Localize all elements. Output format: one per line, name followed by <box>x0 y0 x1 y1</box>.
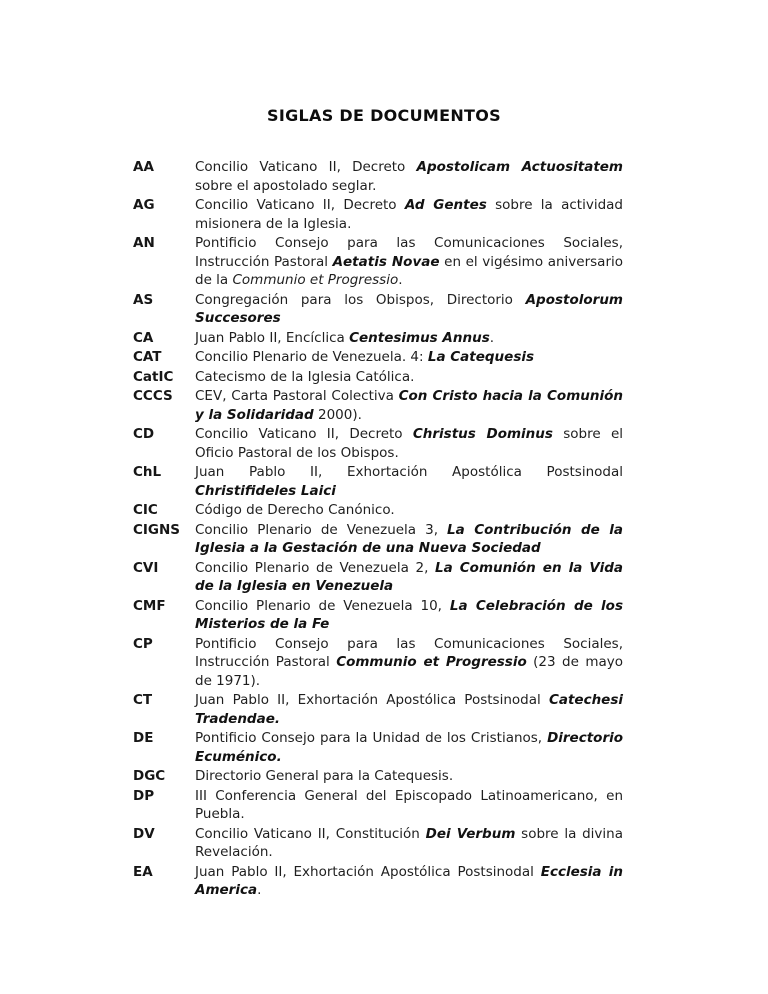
sigla-description <box>195 234 623 290</box>
sigla-description <box>195 729 623 766</box>
sigla-entry <box>133 348 623 367</box>
sigla-description <box>195 787 623 824</box>
document-name-segment: La Contribución de la Iglesia a la Gestación de una Nueva Sociedad <box>195 521 623 556</box>
description-text-segment: . <box>398 272 403 288</box>
sigla-entry <box>133 691 623 728</box>
description-text-segment: Juan Pablo II, Exhortación Apostólica Postsinodal <box>195 863 541 880</box>
sigla-abbreviation: AS <box>133 291 154 308</box>
description-text-segment: sobre la divina Revelación. <box>195 825 623 860</box>
sigla-entry <box>133 787 623 824</box>
sigla-description <box>195 597 623 634</box>
sigla-entry <box>133 597 623 634</box>
sigla-entry <box>133 196 623 233</box>
sigla-abbreviation: ChL <box>133 464 162 480</box>
document-name-segment: La Celebración de los Misterios de la Fe <box>195 597 623 632</box>
document-name-segment: Communio et Progressio <box>336 654 527 670</box>
document-name-segment: Catechesi Tradendae. <box>195 692 623 727</box>
sigla-abbreviation: EA <box>133 863 153 880</box>
sigla-entry <box>133 825 623 862</box>
sigla-description <box>195 291 623 328</box>
sigla-abbreviation: CD <box>133 426 155 442</box>
sigla-abbreviation: DGC <box>133 768 166 784</box>
sigla-description <box>195 863 623 900</box>
sigla-description <box>195 501 623 520</box>
description-text-segment: Concilio Plenario de Venezuela 10, <box>195 597 450 614</box>
document-name-segment: Dei Verbum <box>425 825 516 842</box>
sigla-description <box>195 521 623 558</box>
sigla-abbreviation: AN <box>133 235 155 251</box>
sigla-description <box>195 387 623 424</box>
document-name-segment: Aetatis Novae <box>332 253 440 270</box>
sigla-abbreviation: CIC <box>133 502 158 518</box>
sigla-abbreviation: AG <box>133 197 155 213</box>
document-name-segment: Christifideles Laici <box>195 482 336 499</box>
description-text-segment: sobre el Oficio Pastoral de los Obispos. <box>195 426 623 461</box>
description-text-segment: Concilio Vaticano II, Decreto <box>195 159 417 175</box>
sigla-abbreviation: DP <box>133 787 155 804</box>
sigla-abbreviation: DE <box>133 730 154 746</box>
sigla-abbreviation: CatIC <box>133 368 174 385</box>
sigla-description <box>195 825 623 862</box>
description-text-segment: Concilio Plenario de Venezuela. 4: <box>195 349 428 365</box>
description-text-segment: en el vigésimo aniversario de la <box>195 253 624 288</box>
description-text-segment: sobre la actividad misionera de la Iglesia. <box>195 197 624 232</box>
sigla-entry <box>133 368 623 387</box>
sigla-abbreviation: DV <box>133 825 155 842</box>
sigla-description <box>195 463 623 500</box>
description-text-segment: Catecismo de la Iglesia Católica. <box>195 368 415 385</box>
sigla-entry <box>133 521 623 558</box>
description-text-segment: Concilio Plenario de Venezuela 2, <box>195 559 436 576</box>
page-title: SIGLAS DE DOCUMENTOS <box>267 106 501 125</box>
sigla-abbreviation: CA <box>133 329 154 346</box>
description-text-segment: Concilio Plenario de Venezuela 3, <box>195 521 448 538</box>
sigla-description <box>195 348 623 367</box>
sigla-entry <box>133 767 623 786</box>
description-text-segment: Juan Pablo II, Exhortación Apostólica Postsinodal <box>195 692 549 708</box>
description-text-segment: CEV, Carta Pastoral Colectiva <box>195 388 399 404</box>
description-text-segment: Juan Pablo II, Encíclica <box>195 329 350 346</box>
document-name-segment: Christus Dominus <box>412 426 553 442</box>
description-text-segment: . <box>489 329 495 346</box>
sigla-entry <box>133 729 623 766</box>
sigla-entry <box>133 425 623 462</box>
description-text-segment: Concilio Vaticano II, Decreto <box>195 197 405 213</box>
sigla-description <box>195 329 623 348</box>
sigla-abbreviation: CAT <box>133 349 162 365</box>
sigla-abbreviation: CIGNS <box>133 521 181 538</box>
sigla-description <box>195 158 623 195</box>
description-text-segment: Concilio Vaticano II, Decreto <box>195 426 413 442</box>
description-text-segment: Código de Derecho Canónico. <box>195 502 395 518</box>
document-name-segment: Con Cristo hacia la Comunión y la Solidaridad <box>195 388 624 423</box>
document-name-segment: Ad Gentes <box>404 197 487 213</box>
sigla-description <box>195 196 623 233</box>
description-text-segment: Pontificio Consejo para las Comunicaciones Sociales, Instrucción Pastoral <box>195 635 623 670</box>
sigla-entry <box>133 158 623 195</box>
sigla-abbreviation: CT <box>133 692 153 708</box>
document-name-segment: Directorio Ecuménico. <box>195 730 623 765</box>
sigla-description <box>195 635 623 691</box>
description-text-segment: Juan Pablo II, Exhortación Apostólica Postsinodal <box>195 464 623 480</box>
sigla-abbreviation: CCCS <box>133 388 173 404</box>
description-text-segment: Congregación para los Obispos, Directorio <box>195 291 526 308</box>
sigla-entry <box>133 234 623 290</box>
sigla-description <box>195 368 623 387</box>
sigla-description <box>195 425 623 462</box>
document-name-segment: Centesimus Annus <box>349 329 490 346</box>
sigla-abbreviation: CVI <box>133 559 159 576</box>
description-text-segment: sobre el apostolado seglar. <box>195 177 377 194</box>
document-name-segment: La Catequesis <box>427 349 535 365</box>
siglas-list <box>133 158 623 901</box>
description-text-segment: 2000). <box>313 406 362 423</box>
document-name-segment: Apostolorum Succesores <box>195 291 623 326</box>
sigla-abbreviation: CP <box>133 635 153 652</box>
sigla-entry <box>133 463 623 500</box>
document-name-segment: Apostolicam Actuositatem <box>416 159 623 175</box>
sigla-description <box>195 691 623 728</box>
description-text-segment: Concilio Vaticano II, Constitución <box>195 825 426 842</box>
description-text-segment: III Conferencia General del Episcopado Latinoamericano, en Puebla. <box>195 787 623 822</box>
sigla-description <box>195 767 623 786</box>
description-text-segment: Pontificio Consejo para las Comunicaciones Sociales, Instrucción Pastoral <box>195 235 623 270</box>
sigla-entry <box>133 387 623 424</box>
sigla-entry <box>133 559 623 596</box>
description-text-segment: . <box>257 882 262 898</box>
description-text-segment: Pontificio Consejo para la Unidad de los Cristianos, <box>195 730 548 746</box>
sigla-entry <box>133 863 623 900</box>
sigla-description <box>195 559 623 596</box>
document-name-segment: Communio et Progressio <box>232 272 399 288</box>
sigla-entry <box>133 329 623 348</box>
description-text-segment: (23 de mayo de 1971). <box>195 654 623 689</box>
document-name-segment: La Comunión en la Vida de la Iglesia en Venezuela <box>195 559 623 594</box>
sigla-entry <box>133 501 623 520</box>
sigla-abbreviation: CMF <box>133 597 166 614</box>
sigla-abbreviation: AA <box>133 159 154 175</box>
document-name-segment: Ecclesia in America <box>195 863 623 898</box>
description-text-segment: Directorio General para la Catequesis. <box>195 768 454 784</box>
sigla-entry <box>133 635 623 691</box>
sigla-entry <box>133 291 623 328</box>
